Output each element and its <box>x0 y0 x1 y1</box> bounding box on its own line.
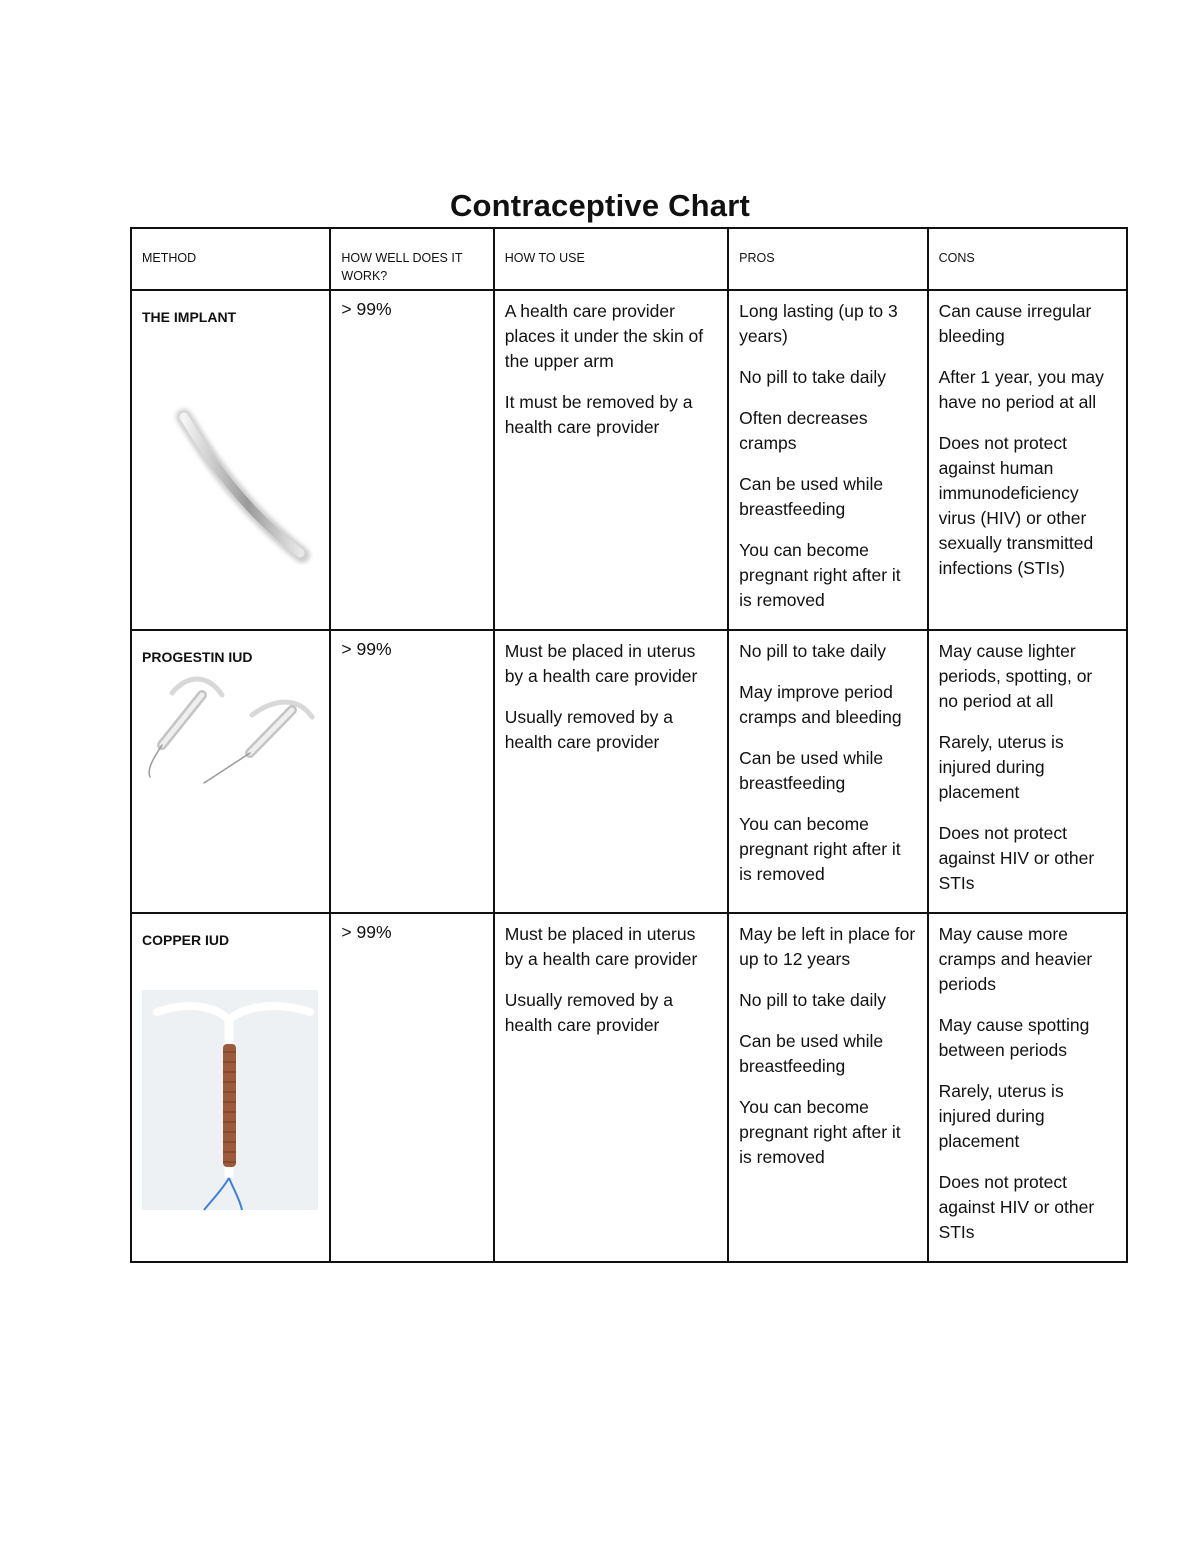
effectiveness-cell: > 99% <box>330 913 493 1262</box>
cons-cell: May cause lighter periods, spotting, or no period at all Rarely, uterus is injured during placement Does not protect against HIV or other STIs <box>928 630 1127 913</box>
method-name: PROGESTIN IUD <box>142 649 253 665</box>
how-to-use-cell: Must be placed in uterus by a health care provider Usually removed by a health care provider <box>494 913 728 1262</box>
header-pros: PROS <box>728 228 927 290</box>
pros-cell: Long lasting (up to 3 years) No pill to take daily Often decreases cramps Can be used while breastfeeding You can become pregnant right after it is removed <box>728 290 927 630</box>
method-cell <box>131 913 330 1262</box>
table-row <box>131 290 1127 630</box>
header-method: METHOD <box>131 228 330 290</box>
method-name: COPPER IUD <box>142 932 230 948</box>
copper-iud-image <box>132 990 331 1230</box>
header-row <box>131 228 1127 290</box>
header-cons: CONS <box>928 228 1127 290</box>
table-row <box>131 630 1127 913</box>
header-effectiveness: HOW WELL DOES IT WORK? <box>330 228 493 290</box>
method-cell <box>131 630 330 913</box>
header-how-to-use: HOW TO USE <box>494 228 728 290</box>
pros-cell: No pill to take daily May improve period cramps and bleeding Can be used while breastfeeding You can become pregnant right after it is removed <box>728 630 927 913</box>
how-to-use-cell: A health care provider places it under the skin of the upper arm It must be removed by a health care provider <box>494 290 728 630</box>
how-to-use-cell: Must be placed in uterus by a health care provider Usually removed by a health care provider <box>494 630 728 913</box>
cons-cell: Can cause irregular bleeding After 1 year, you may have no period at all Does not protect against human immunodeficiency virus (HIV) or other sexually transmitted infections (STIs) <box>928 290 1127 630</box>
progestin-iud-image <box>132 665 331 795</box>
contraceptive-table <box>130 227 1128 1263</box>
table-row <box>131 913 1127 1262</box>
cons-cell: May cause more cramps and heavier periods May cause spotting between periods Rarely, uterus is injured during placement Does not protect against HIV or other STIs <box>928 913 1127 1262</box>
implant-rod-image <box>132 325 331 565</box>
effectiveness-cell: > 99% <box>330 630 493 913</box>
page-title: Contraceptive Chart <box>449 188 751 223</box>
pros-cell: May be left in place for up to 12 years No pill to take daily Can be used while breastfeeding You can become pregnant right after it is removed <box>728 913 927 1262</box>
effectiveness-cell: > 99% <box>330 290 493 630</box>
method-name: THE IMPLANT <box>142 309 237 325</box>
method-cell <box>131 290 330 630</box>
